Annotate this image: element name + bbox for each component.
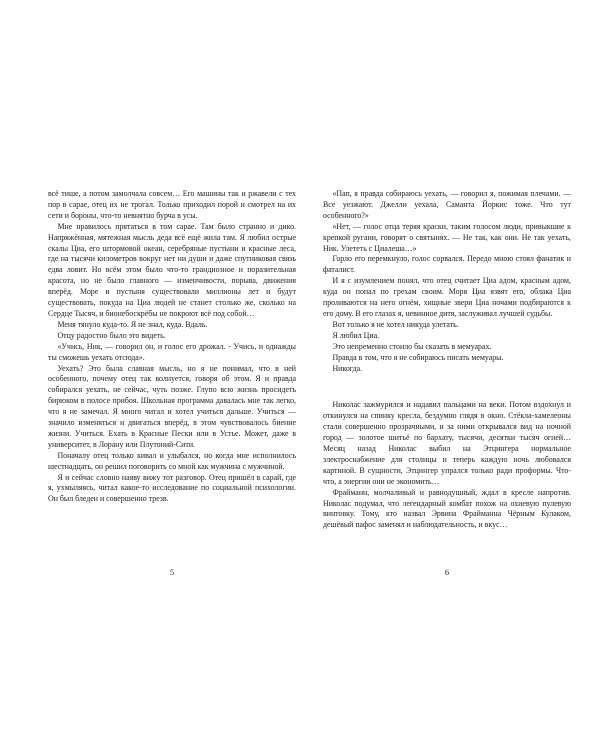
paragraph: Уехать? Это была славная мысль, но я не понимал, что в ней особенного, почему отец так волнуется, говоря об этом. Я и правда собирался уехать, не сейчас, чуть позже. Глупо всю жизнь просидеть бирюком в полосе прибоя. Школьная программа давалась мне так легко, что я не замечал. Я много читал и хотел учиться дальше. Учиться — значило изменяться и двигаться вперёд, в этом чувствовалось биение жизни. Учиться. Ехать в Красные Пески или в Устье. Может, даже в университет, в Лорану или Плутоний-Сити. [48,363,296,449]
paragraph: Никогда. [332,363,363,373]
paragraph: Правда в том, что я не собираюсь писать мемуары. [332,352,504,362]
paragraph: «Учись, Ник, — говорил он, и голос его дрожал. - Учись, и однажды ты сможешь уехать отсюда». [48,341,296,362]
paragraph: Горло его перемкнуло, голос сорвался. Передо мною стоял фанатик и фаталист. [323,254,571,275]
page-number-right: 6 [444,567,450,577]
left-page-text [48,189,296,505]
paragraph: «Нет, — голос отца теряя краски, таким голосом люди, привыкшие к крепкой ругани, говорят о святынях. — Не так, как они. Не так уехать, Ник. Улететь с Циалеша…» [323,221,571,253]
paragraph: Николас зажмурился и надавил пальцами на веки. Потом вздохнул и откинулся на спинку кресла, бездумно глядя в окно. Стёкла-хамелеоны стали совершенно прозрачными, и за ними открывался вид на ночной город — золотое шитьё по бархату, тысячи, десятки тысяч огней… Месяц назад Николас выбил на Этцингера нормальное электроснабжение для столицы и теперь каждую ночь любовался картиной. В сущности, Этцингер упрался только ради проформы. Что-что, а энергии они не экономить… [323,400,571,486]
paragraph: Меня тянуло куда-то. Я не знал, куда. Вдаль. [57,319,208,329]
paragraph: всё тише, а потом замолчала совсем… Его машины так и ржавели с тех пор в сарае, отец их не трогал. Только приходил порой и смотрел на их сети и бороны, что-то невнятно бурча в усы. [48,189,296,220]
paragraph: Вот только я не хотел никуда улетать. [332,319,459,329]
paragraph: Я любил Циа. [332,330,380,340]
paragraph: И я с изумлением понял, что отец считает Циа адом, красным адом, куда он попал по грехам своим. Моря Циа язвят его, облака Циа проливаются на него огнём, хищные звери Циа ночами подбираются к его дому. В его глазах я, невинное дитя, заслуживал лучшей судьбы. [323,276,571,318]
page-number-left: 5 [169,567,175,577]
paragraph: Фрайманн, молчаливый и равнодушный, ждал в кресле напротив. Николас подумал, что легендарный комбат похож на охиевую пулевую винтовку. Тому, кто назвал Эрвина Фрайманна Чёрным Кулаком, дешёвый пафос заменял и наблюдательность, и вкус… [323,487,571,530]
paragraph: «Пап, я правда собираюсь уехать, — говорил я, пожимая плечами. — Все уезжают. Джелли уехала, Саманта Йоркис тоже. Что тут особенного?» [323,189,571,220]
paragraph: Поначалу отец только кивал и улыбался, но когда мне исполнилось шестнадцать, он решил поговорить со мной как мужчина с мужчиной. [48,450,296,471]
paragraph: Я и сейчас словно наяву вижу тот разговор. Отец пришёл в сарай, где я, ухмыляясь, читал какое-то исследование по социальной психологии. Он был бледен и совершенно трезв. [48,472,296,504]
right-page-text [323,189,571,531]
paragraph: Отцу радостно было это видеть. [57,330,166,340]
paragraph: Это непременно стоило бы сказать в мемуарах. [332,341,492,351]
paragraph: Мне нравилось прятаться в том сарае. Там было странно и дико. Напряжённая, мятежная мысль деда всё ещё жила там. Я любил острые скалы Циа, его штормовой океан, серебряные пустыни и красные леса, где на тысячи километров вокруг нет ни души и даже спутниковая связь едва ловит. Но всём этом было что-то грандиозное и поразительная красота, но не было главного — изменчивости, порыва, движения вперёд. Море и пустыня существовали миллионы лет и будут существовать, покуда на Циа людей не станет столько же, сколько на Сердце Тысяч, и бионебоскрёбы не покроют всё под собой… [48,221,296,318]
